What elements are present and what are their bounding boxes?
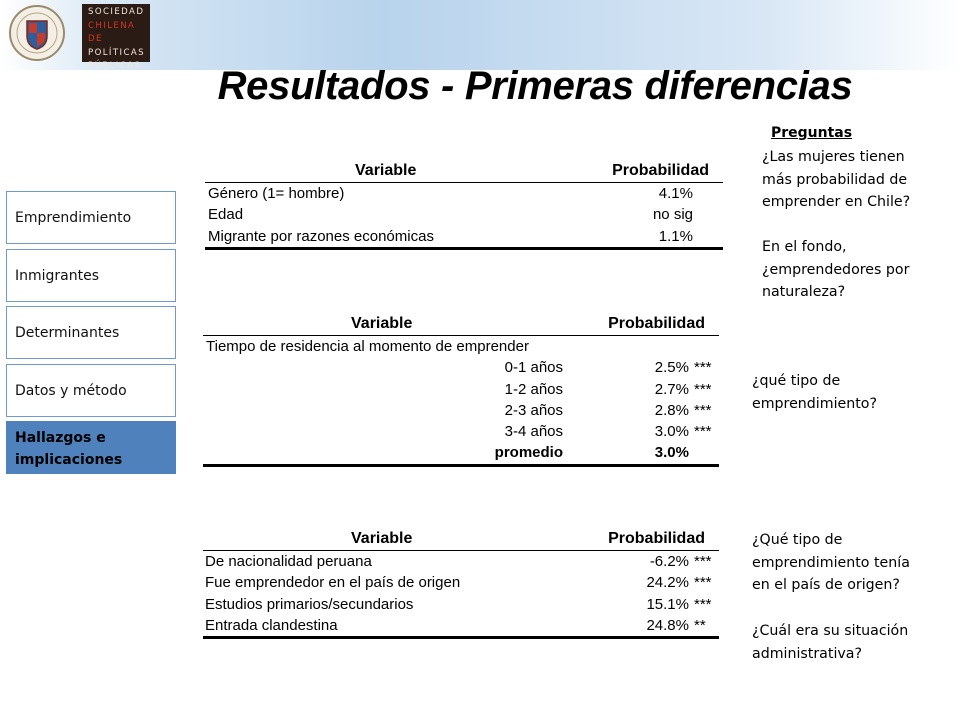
table-row: Estudios primarios/secundarios 15.1% *** bbox=[205, 595, 712, 613]
slide-title: Resultados - Primeras diferencias bbox=[217, 64, 853, 108]
table-row: Edad no sig bbox=[208, 206, 693, 224]
header-variable: Variable bbox=[351, 315, 413, 332]
results-table-2 bbox=[203, 313, 719, 467]
table-header bbox=[205, 160, 723, 183]
question-4: ¿Qué tipo de emprendimiento tenía en el país de origen? bbox=[752, 532, 910, 593]
sidebar-item-hallazgos[interactable] bbox=[6, 421, 176, 474]
results-table-1 bbox=[205, 160, 723, 250]
logo-line-1: SOCIEDAD bbox=[88, 7, 145, 17]
table-row: De nacionalidad peruana -6.2% *** bbox=[205, 553, 712, 570]
logo-line-3: POLÍTICAS bbox=[88, 47, 145, 58]
table-group-row: Tiempo de residencia al momento de emprender bbox=[206, 338, 529, 355]
sidebar-item-label: Inmigrantes bbox=[15, 267, 100, 284]
header-variable: Variable bbox=[351, 530, 413, 547]
logo-line-4: PÚBLICAS bbox=[88, 61, 142, 71]
sidebar-item-label: Determinantes bbox=[15, 324, 120, 341]
table-summary-row: promedio 3.0% bbox=[203, 442, 719, 466]
table-row: Fue emprendedor en el país de origen 24.2% *** bbox=[205, 574, 712, 592]
question-1: ¿Las mujeres tienen más probabilidad de emprender en Chile? bbox=[762, 149, 911, 210]
university-crest-icon bbox=[8, 4, 66, 62]
header-variable: Variable bbox=[355, 162, 417, 179]
table-row: 2-3 años 2.8% *** bbox=[504, 401, 712, 419]
table-row: 0-1 años 2.5% *** bbox=[504, 359, 712, 377]
questions-heading: Preguntas bbox=[771, 125, 853, 141]
header-probabilidad: Probabilidad bbox=[612, 162, 709, 179]
table-header bbox=[203, 528, 719, 551]
sidebar-item-inmigrantes[interactable] bbox=[6, 249, 176, 302]
logo-line-2: CHILENA DE bbox=[88, 20, 136, 44]
table-row: 3-4 años 3.0% *** bbox=[504, 423, 712, 441]
table-row: Migrante por razones económicas 1.1% bbox=[205, 226, 723, 250]
table-header bbox=[203, 313, 719, 336]
sidebar-item-label: Hallazgos e implicaciones bbox=[15, 430, 123, 468]
sidebar-item-determinantes[interactable] bbox=[6, 306, 176, 359]
sidebar-item-emprendimiento[interactable] bbox=[6, 191, 176, 244]
header-probabilidad: Probabilidad bbox=[608, 315, 705, 332]
question-2: En el fondo, ¿emprendedores por naturaleza? bbox=[762, 239, 910, 300]
table-row: Entrada clandestina 24.8% ** bbox=[203, 615, 719, 639]
table-row: 1-2 años 2.7% *** bbox=[504, 380, 712, 398]
sidebar-item-label: Emprendimiento bbox=[15, 209, 132, 226]
question-3: ¿qué tipo de emprendimiento? bbox=[752, 373, 877, 412]
header-probabilidad: Probabilidad bbox=[608, 530, 705, 547]
results-table-3 bbox=[203, 528, 719, 639]
society-logo bbox=[82, 4, 150, 71]
table-row: Género (1= hombre) 4.1% bbox=[208, 185, 693, 202]
sidebar-item-label: Datos y método bbox=[15, 382, 127, 399]
question-5: ¿Cuál era su situación administrativa? bbox=[752, 623, 909, 662]
sidebar-item-datos-metodo[interactable] bbox=[6, 364, 176, 417]
